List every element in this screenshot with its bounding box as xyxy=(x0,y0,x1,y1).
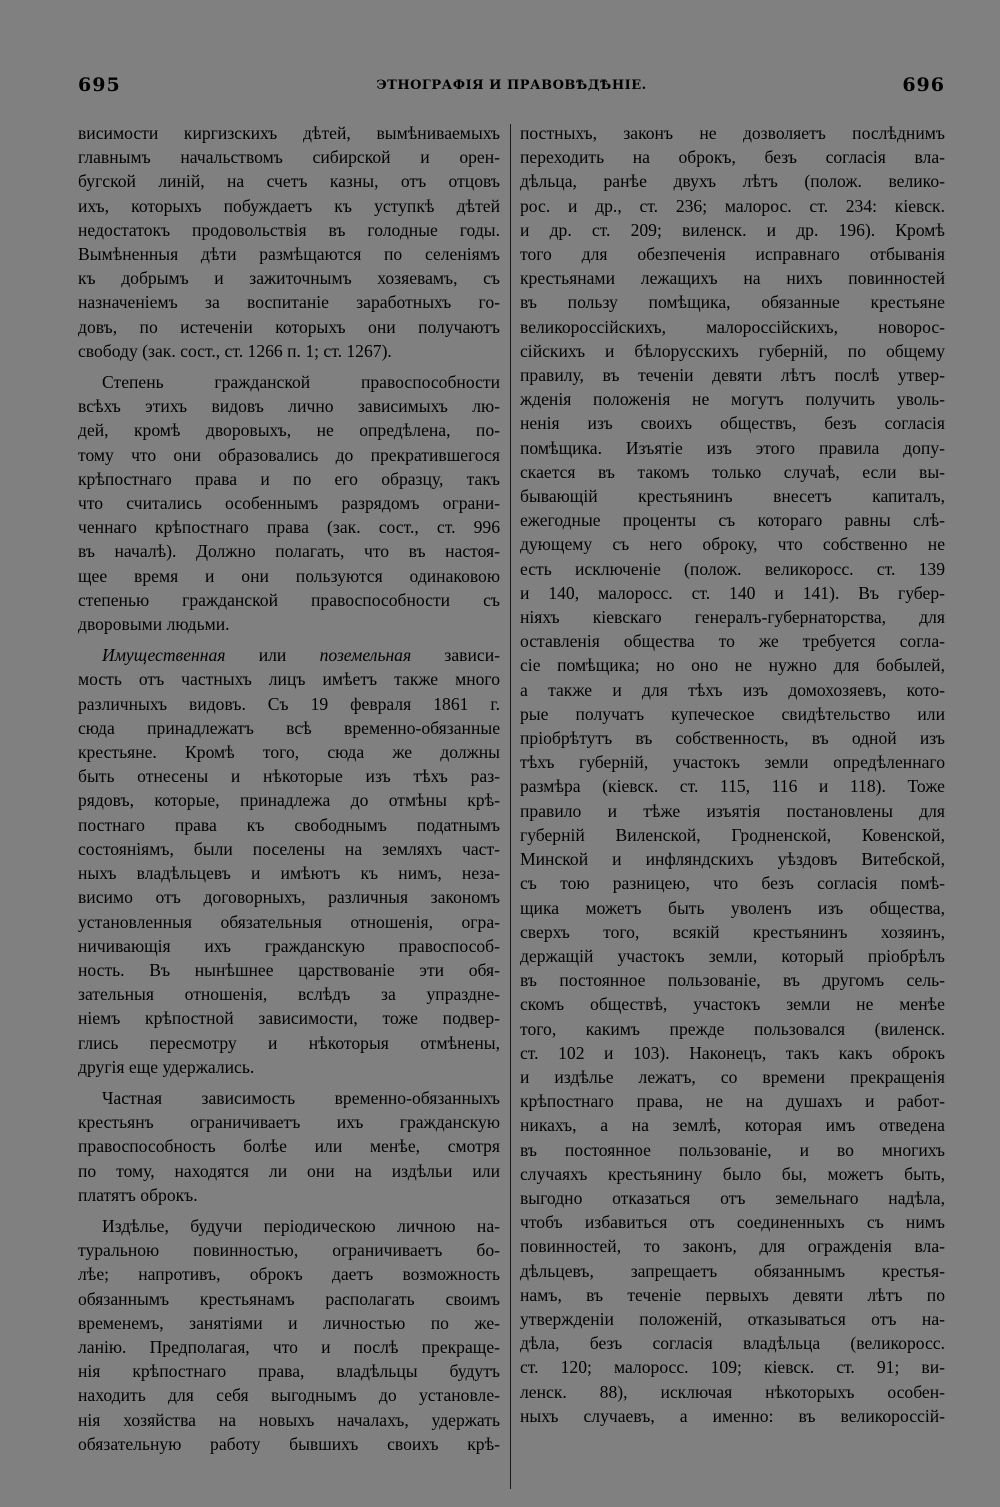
left-column xyxy=(78,121,500,1456)
text-line: и 140, малоросс. ст. 140 и 141). Въ губер- xyxy=(520,582,945,603)
page-number-right: 696 xyxy=(902,74,945,96)
text-line: съ тою разницею, что безъ согласія помѣ- xyxy=(520,873,945,894)
text-line: обязательную работу бывшихъ своихъ крѣ- xyxy=(78,1433,500,1454)
text-line: ст. 102 и 103). Наконецъ, такъ какъ оброкъ xyxy=(520,1042,945,1063)
text-line: всѣхъ этихъ видовъ лично зависимыхъ лю- xyxy=(78,396,500,417)
text-line: ланію. Предполагая, что и послѣ прекраще- xyxy=(78,1336,500,1357)
text-line: и др. ст. 209; виленск. и др. 196). Кромѣ xyxy=(520,219,945,240)
text-line: ничивающія ихъ гражданскую правоспособ- xyxy=(78,935,500,956)
text-line: бывающій крестьянинъ внесетъ капиталъ, xyxy=(520,486,945,507)
text-line: Степень гражданской правоспособности xyxy=(102,372,500,393)
text-line: переходить на оброкъ, безъ согласія вла- xyxy=(520,147,945,168)
text-line: глись пересмотру и нѣкоторыя отмѣнены, xyxy=(78,1032,500,1053)
text-line: скается въ такомъ только случаѣ, если вы- xyxy=(520,461,945,482)
text-line: платятъ оброкъ. xyxy=(78,1184,198,1205)
text-line: другія еще удержались. xyxy=(78,1056,255,1077)
text-line: довъ, по истеченіи которыхъ они получаютъ xyxy=(78,316,500,337)
text-line: щика можетъ быть уволенъ изъ общества, xyxy=(520,897,945,918)
running-title: ЭТНОГРАФІЯ И ПРАВОВѢДѢНІЕ. xyxy=(376,78,647,93)
text-line: ненія изъ своихъ обществъ, безъ согласія xyxy=(520,413,945,434)
text-line: скомъ обществѣ, участокъ земли не менѣе xyxy=(520,994,945,1015)
text-line: свободу (зак. сост., ст. 1266 п. 1; ст. 1267). xyxy=(78,340,392,361)
text-line: мость отъ частныхъ лицъ имѣетъ также много xyxy=(78,669,500,690)
text-line: Имущественная или поземельная зависи- xyxy=(102,645,500,666)
text-line: крестьянами лежащихъ на нихъ повинностей xyxy=(520,268,945,289)
text-line: въ началѣ). Должно полагать, что въ настоя- xyxy=(78,541,500,562)
text-line: дѣльцевъ, запрещаетъ обязаннымъ крестья- xyxy=(520,1260,945,1281)
text-line: сюда принадлежатъ всѣ временно-обязанные xyxy=(78,717,500,738)
text-line: никахъ, а на землѣ, которая имъ отведена xyxy=(520,1115,945,1136)
text-line: главнымъ начальствомъ сибирской и орен- xyxy=(78,147,500,168)
text-line: дей, кромѣ дворовыхъ, не опредѣлена, по- xyxy=(78,420,500,441)
text-line: дѣльца, ранѣе двухъ лѣтъ (полож. велико- xyxy=(520,171,945,192)
text-line: держащій участокъ земли, который пріобрѣлъ xyxy=(520,945,945,966)
text-line: крѣпостнаго права, не на душахъ и работ- xyxy=(520,1091,945,1112)
text-line: ленск. 88), исключая нѣкоторыхъ особен- xyxy=(520,1381,945,1402)
text-line: тому что они образовались до прекратившегося xyxy=(78,444,500,465)
text-line: Частная зависимость временно-обязанныхъ xyxy=(102,1087,500,1108)
text-line: Минской и инфляндскихъ уѣздовъ Витебской, xyxy=(520,849,945,870)
text-line: пріобрѣтутъ въ собственность, въ одной изъ xyxy=(520,728,945,749)
text-line: нія хозяйства на новыхъ началахъ, удержать xyxy=(78,1409,500,1430)
text-line: туральною повинностью, ограничиваетъ бо- xyxy=(78,1240,500,1261)
text-line: того, какимъ прежде пользовался (виленск. xyxy=(520,1018,945,1039)
text-line: а также и для тѣхъ изъ домохозяевъ, кото- xyxy=(520,679,945,700)
text-line: великороссійскихъ, малороссійскихъ, новорос- xyxy=(520,316,945,337)
text-line: ніяхъ кіевскаго генералъ-губернаторства, для xyxy=(520,607,945,628)
text-line: и издѣлье лежатъ, со времени прекращенія xyxy=(520,1066,945,1087)
text-line: ныхъ владѣльцевъ и имѣютъ къ нимъ, неза- xyxy=(78,863,500,884)
text-line: сверхъ того, всякій крестьянинъ хозяинъ, xyxy=(520,921,945,942)
text-line: сійскихъ и бѣлорусскихъ губерній, по общему xyxy=(520,340,945,361)
text-line: степенью гражданской правоспособности съ xyxy=(78,589,500,610)
text-line: помѣщика. Изъятіе изъ этого правила допу- xyxy=(520,437,945,458)
text-line: недостатокъ продовольствія въ голодные годы. xyxy=(78,219,500,240)
text-line: рос. и др., ст. 236; малорос. ст. 234: кіевск. xyxy=(520,195,945,216)
text-line: рые получатъ купеческое свидѣтельство или xyxy=(520,703,945,724)
text-line: крестьяне. Кромѣ того, сюда же должны xyxy=(78,742,500,763)
text-line: въ постоянное пользованіе, и во многихъ xyxy=(520,1139,945,1160)
text-line: чтобъ избавиться отъ соединенныхъ съ нимъ xyxy=(520,1212,945,1233)
text-line: жденія положенія не могутъ получить уволь- xyxy=(520,389,945,410)
text-line: обязаннымъ крестьянамъ располагать своимъ xyxy=(78,1288,500,1309)
text-line: Издѣлье, будучи періодическою личною на- xyxy=(102,1215,500,1236)
text-line: различныхъ видовъ. Съ 19 февраля 1861 г. xyxy=(78,693,500,714)
running-header xyxy=(78,74,945,104)
text-line: правоспособность болѣе или менѣе, смотря xyxy=(78,1136,500,1157)
text-line: въ постоянное пользованіе, въ другомъ сель- xyxy=(520,970,945,991)
text-line: крѣпостнаго права и по его образцу, такъ xyxy=(78,468,500,489)
text-line: намъ, въ теченіе первыхъ девяти лѣтъ по xyxy=(520,1284,945,1305)
text-line: тѣхъ губерній, участокъ земли опредѣленнаго xyxy=(520,752,945,773)
text-line: висимо отъ договорныхъ, различныя закономъ xyxy=(78,887,500,908)
column-divider xyxy=(510,124,511,1489)
text-line: Вымѣненныя дѣти размѣщаются по селеніямъ xyxy=(78,244,500,265)
text-line: выгодно отказаться отъ земельнаго надѣла, xyxy=(520,1187,945,1208)
text-line: находить для себя выгоднымъ до установле- xyxy=(78,1385,500,1406)
text-line: размѣра (кіевск. ст. 115, 116 и 118). Тоже xyxy=(520,776,945,797)
text-line: быть отнесены и нѣкоторые изъ тѣхъ раз- xyxy=(78,766,500,787)
text-line: нія крѣпостнаго права, владѣльцы будутъ xyxy=(78,1361,500,1382)
text-line: установленныя обязательныя отношенія, огра- xyxy=(78,911,500,932)
text-line: дворовыми людьми. xyxy=(78,614,230,635)
text-line: по тому, находятся ли они на издѣльи или xyxy=(78,1160,500,1181)
page-number-left: 695 xyxy=(78,74,121,96)
text-line: повинностей, то законъ, для огражденія вла- xyxy=(520,1236,945,1257)
text-line: правило и тѣже изъятія постановлены для xyxy=(520,800,945,821)
text-line: правилу, въ теченіи девяти лѣтъ послѣ утвер- xyxy=(520,365,945,386)
text-line: въ пользу помѣщика, обязанные крестьяне xyxy=(520,292,945,313)
text-line: губерній Виленской, Гродненской, Ковенской, xyxy=(520,824,945,845)
text-line: что считались особеннымъ разрядомъ ограни- xyxy=(78,493,500,514)
text-line: щее время и они пользуются одинаковою xyxy=(78,565,500,586)
text-line: оставленія общества то же требуется согла- xyxy=(520,631,945,652)
text-line: временемъ, занятіями и личностью по же- xyxy=(78,1312,500,1333)
text-line: ихъ, которыхъ побуждаетъ къ уступкѣ дѣтей xyxy=(78,195,500,216)
text-line: того для обезпеченія исправнаго отбыванія xyxy=(520,244,945,265)
text-line: крестьянъ ограничиваетъ ихъ гражданскую xyxy=(78,1112,500,1133)
text-line: дѣла, безъ согласія владѣльца (великоросс. xyxy=(520,1333,945,1354)
text-line: есть исключеніе (полож. великоросс. ст. 139 xyxy=(520,558,945,579)
right-column xyxy=(520,121,945,1428)
text-line: ніемъ крѣпостной зависимости, тоже подвер- xyxy=(78,1008,500,1029)
text-line: ежегодные проценты съ котораго равны слѣ- xyxy=(520,510,945,531)
text-line: зательныя отношенія, вслѣдъ за упраздне- xyxy=(78,984,500,1005)
text-line: лѣе; напротивъ, оброкъ даетъ возможность xyxy=(78,1264,500,1285)
text-line: назначеніемъ за воспитаніе заработныхъ го- xyxy=(78,292,500,313)
text-line: рядовъ, которые, принадлежа до отмѣны крѣ- xyxy=(78,790,500,811)
text-line: висимости киргизскихъ дѣтей, вымѣниваемыхъ xyxy=(78,123,500,143)
text-line: ныхъ случаевъ, а именно: въ великороссій- xyxy=(520,1405,945,1426)
text-line: къ добрымъ и зажиточнымъ хозяевамъ, съ xyxy=(78,268,500,289)
text-line: ст. 120; малоросс. 109; кіевск. ст. 91; ви- xyxy=(520,1357,945,1378)
text-line: ченнаго крѣпостнаго права (зак. сост., ст. 996 xyxy=(78,517,500,538)
text-line: постнаго права къ свободнымъ податнымъ xyxy=(78,814,500,835)
text-line: случаяхъ крестьянину было бы, можетъ быть, xyxy=(520,1163,945,1184)
text-line: сіе помѣщика; но оно не нужно для бобылей, xyxy=(520,655,945,676)
text-line: постныхъ, законъ не дозволяетъ послѣднимъ xyxy=(520,123,945,143)
text-line: дующему съ него оброку, что собственно не xyxy=(520,534,945,555)
text-line: ность. Въ нынѣшнее царствованіе эти обя- xyxy=(78,959,500,980)
text-line: утвержденіи положеній, отказываться отъ на- xyxy=(520,1308,945,1329)
text-line: состояніямъ, были поселены на земляхъ част- xyxy=(78,838,500,859)
text-line: бугской линій, на счетъ казны, отъ отцовъ xyxy=(78,171,500,192)
